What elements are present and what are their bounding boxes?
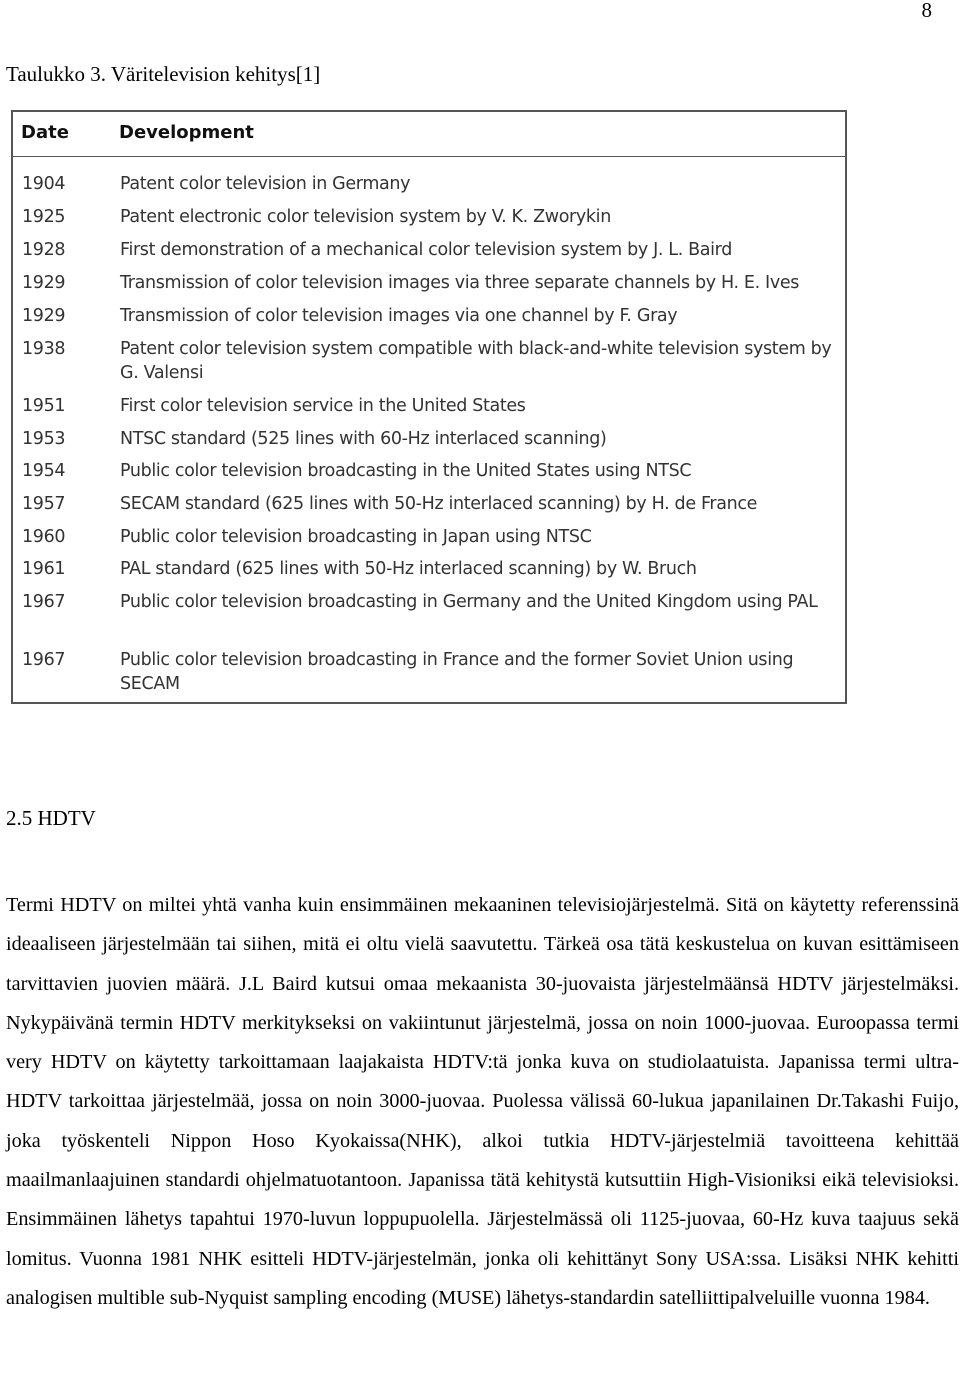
table-header bbox=[13, 112, 845, 157]
row-development: Public color television broadcasting in Japan using NTSC bbox=[120, 527, 592, 547]
row-date: 1929 bbox=[22, 273, 66, 293]
row-date: 1925 bbox=[22, 207, 66, 227]
page-number: 8 bbox=[921, 0, 932, 22]
row-development: NTSC standard (525 lines with 60-Hz interlaced scanning) bbox=[120, 429, 607, 449]
row-date: 1960 bbox=[22, 527, 66, 547]
row-development: PAL standard (625 lines with 50-Hz interlaced scanning) by W. Bruch bbox=[120, 559, 697, 579]
row-date: 1904 bbox=[22, 174, 66, 194]
row-date: 1953 bbox=[22, 429, 66, 449]
row-date: 1954 bbox=[22, 461, 66, 481]
row-date: 1961 bbox=[22, 559, 66, 579]
column-header-development: Development bbox=[119, 122, 254, 143]
row-date: 1938 bbox=[22, 339, 66, 359]
row-date: 1951 bbox=[22, 396, 66, 416]
row-date: 1928 bbox=[22, 240, 66, 260]
row-development: SECAM standard (625 lines with 50-Hz interlaced scanning) by H. de France bbox=[120, 494, 758, 514]
row-development: Public color television broadcasting in the United States using NTSC bbox=[120, 461, 692, 481]
section-heading: 2.5 HDTV bbox=[6, 806, 96, 830]
body-paragraph: Termi HDTV on miltei yhtä vanha kuin ensimmäinen mekaaninen televisiojärjestelmä. Sitä on käytetty referenssinä ideaaliseen järjestelmään tai siihen, mitä ei oltu vielä saavutettu. Tärkeä osa tätä keskustelua on kuvan esittämiseen tarvittavien juovien määrä. J.L Baird kutsui omaa mekaanista 30-juovaista järjestelmäänsä HDTV järjestelmäksi. Nykypäivänä termin HDTV merkitykseksi on vakiintunut järjestelmä, jossa on noin 1000-juovaa. Euroopassa termi very HDTV on käytetty tarkoittamaan laajakaista HDTV:tä jonka kuva on studiolaatuista. Japanissa termi ultra-HDTV tarkoittaa järjestelmää, jossa on noin 3000-juovaa. Puolessa välissä 60-lukua japanilainen Dr.Takashi Fuijo, joka työskenteli Nippon Hoso Kyokaissa(NHK), alkoi tutkia HDTV-järjestelmiä tavoitteena kehittää maailmanlaajuinen standardi ohjelmatuotantoon. Japanissa tätä kehitystä kutsuttiin High-Visioniksi eikä televisioksi. Ensimmäinen lähetys tapahtui 1970-luvun loppupuolella. Järjestelmässä oli 1125-juovaa, 60-Hz kuva taajuus sekä lomitus. Vuonna 1981 NHK esitteli HDTV-järjestelmän, jonka oli kehittänyt Sony USA:ssa. Lisäksi NHK kehitti analogisen multible sub-Nyquist sampling encoding (MUSE) lähetys-standardin satelliittipalveluille vuonna 1984. bbox=[6, 894, 959, 1309]
table-caption: Taulukko 3. Väritelevision kehitys[1] bbox=[6, 62, 321, 86]
color-tv-history-table bbox=[11, 110, 847, 704]
column-header-date: Date bbox=[21, 122, 69, 143]
row-development: Public color television broadcasting in Germany and the United Kingdom using PAL bbox=[120, 592, 818, 612]
row-development: Transmission of color television images via three separate channels by H. E. Ives bbox=[120, 273, 800, 293]
row-development: First color television service in the United States bbox=[120, 396, 526, 416]
row-development: Public color television broadcasting in France and the former Soviet Union using SECAM bbox=[120, 650, 794, 694]
row-date: 1929 bbox=[22, 306, 66, 326]
row-date: 1957 bbox=[22, 494, 66, 514]
row-date: 1967 bbox=[22, 592, 66, 612]
row-development: Patent color television system compatible with black-and-white television system by G. Valensi bbox=[120, 339, 832, 383]
row-development: First demonstration of a mechanical color television system by J. L. Baird bbox=[120, 240, 732, 260]
row-date: 1967 bbox=[22, 650, 66, 670]
row-development: Transmission of color television images via one channel by F. Gray bbox=[120, 306, 678, 326]
row-development: Patent electronic color television system by V. K. Zworykin bbox=[120, 207, 611, 227]
row-development: Patent color television in Germany bbox=[120, 174, 411, 194]
